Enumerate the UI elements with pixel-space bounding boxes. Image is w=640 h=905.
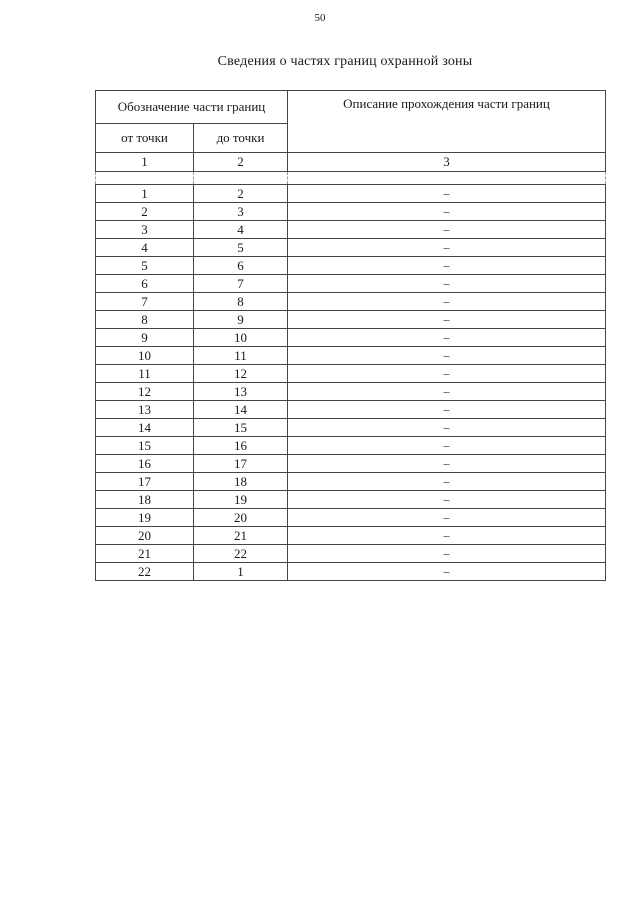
- to-point-cell: 22: [194, 545, 288, 563]
- to-point-cell: 10: [194, 329, 288, 347]
- from-point-cell: 14: [96, 419, 194, 437]
- to-point-cell: 21: [194, 527, 288, 545]
- from-point-cell: 13: [96, 401, 194, 419]
- from-point-cell: 6: [96, 275, 194, 293]
- from-point-cell: 22: [96, 563, 194, 581]
- from-point-cell: 18: [96, 491, 194, 509]
- description-cell: –: [288, 527, 606, 545]
- to-point-cell: 8: [194, 293, 288, 311]
- to-point-cell: 6: [194, 257, 288, 275]
- description-cell: –: [288, 437, 606, 455]
- to-point-cell: 18: [194, 473, 288, 491]
- from-point-cell: 10: [96, 347, 194, 365]
- to-point-cell: 12: [194, 365, 288, 383]
- boundary-part-designation-header: Обозначение части границ: [96, 91, 288, 124]
- table-row: [96, 185, 606, 203]
- to-point-cell: 15: [194, 419, 288, 437]
- to-point-cell: 17: [194, 455, 288, 473]
- spacer-row: [96, 172, 606, 185]
- description-cell: –: [288, 365, 606, 383]
- description-cell: –: [288, 545, 606, 563]
- description-cell: –: [288, 347, 606, 365]
- from-point-cell: 11: [96, 365, 194, 383]
- description-cell: –: [288, 473, 606, 491]
- from-point-cell: 16: [96, 455, 194, 473]
- boundary-part-description-header: Описание прохождения части границ: [288, 91, 606, 153]
- to-point-cell: 11: [194, 347, 288, 365]
- to-point-cell: 19: [194, 491, 288, 509]
- table-row: [96, 401, 606, 419]
- table-row: [96, 257, 606, 275]
- table-row: [96, 509, 606, 527]
- table-row: [96, 347, 606, 365]
- description-cell: –: [288, 455, 606, 473]
- description-cell: –: [288, 221, 606, 239]
- column-number-cell: 2: [194, 153, 288, 172]
- table-row: [96, 545, 606, 563]
- table-row: [96, 383, 606, 401]
- description-cell: –: [288, 329, 606, 347]
- from-point-cell: 9: [96, 329, 194, 347]
- table-row: [96, 239, 606, 257]
- from-point-cell: 7: [96, 293, 194, 311]
- from-point-cell: 20: [96, 527, 194, 545]
- from-point-cell: 19: [96, 509, 194, 527]
- description-cell: –: [288, 401, 606, 419]
- to-point-cell: 4: [194, 221, 288, 239]
- from-point-cell: 12: [96, 383, 194, 401]
- table-row: [96, 203, 606, 221]
- table-row: [96, 293, 606, 311]
- description-cell: –: [288, 383, 606, 401]
- description-cell: –: [288, 293, 606, 311]
- from-point-cell: 21: [96, 545, 194, 563]
- description-cell: –: [288, 311, 606, 329]
- table-row: [96, 563, 606, 581]
- from-point-cell: 1: [96, 185, 194, 203]
- from-point-cell: 5: [96, 257, 194, 275]
- table-row: [96, 275, 606, 293]
- table-row: [96, 221, 606, 239]
- to-point-cell: 20: [194, 509, 288, 527]
- table-row: [96, 437, 606, 455]
- to-point-cell: 16: [194, 437, 288, 455]
- column-number-cell: 3: [288, 153, 606, 172]
- column-number-cell: 1: [96, 153, 194, 172]
- table-row: [96, 329, 606, 347]
- to-point-cell: 5: [194, 239, 288, 257]
- table-row: [96, 311, 606, 329]
- description-cell: –: [288, 275, 606, 293]
- description-cell: –: [288, 491, 606, 509]
- table-row: [96, 455, 606, 473]
- from-point-cell: 17: [96, 473, 194, 491]
- to-point-cell: 2: [194, 185, 288, 203]
- from-point-cell: 2: [96, 203, 194, 221]
- from-point-cell: 8: [96, 311, 194, 329]
- from-point-header: от точки: [96, 124, 194, 153]
- to-point-cell: 9: [194, 311, 288, 329]
- from-point-cell: 3: [96, 221, 194, 239]
- to-point-cell: 7: [194, 275, 288, 293]
- description-cell: –: [288, 203, 606, 221]
- to-point-header: до точки: [194, 124, 288, 153]
- boundary-parts-table: [95, 90, 606, 581]
- description-cell: –: [288, 185, 606, 203]
- page-number: 50: [314, 12, 326, 24]
- table-row: [96, 473, 606, 491]
- table-row: [96, 365, 606, 383]
- to-point-cell: 14: [194, 401, 288, 419]
- description-cell: –: [288, 419, 606, 437]
- description-cell: –: [288, 257, 606, 275]
- to-point-cell: 3: [194, 203, 288, 221]
- from-point-cell: 15: [96, 437, 194, 455]
- table-row: [96, 419, 606, 437]
- column-number-row: [96, 153, 606, 172]
- description-cell: –: [288, 239, 606, 257]
- description-cell: –: [288, 509, 606, 527]
- to-point-cell: 13: [194, 383, 288, 401]
- from-point-cell: 4: [96, 239, 194, 257]
- to-point-cell: 1: [194, 563, 288, 581]
- document-title: Сведения о частях границ охранной зоны: [217, 54, 473, 69]
- table-row: [96, 491, 606, 509]
- table-row: [96, 527, 606, 545]
- description-cell: –: [288, 563, 606, 581]
